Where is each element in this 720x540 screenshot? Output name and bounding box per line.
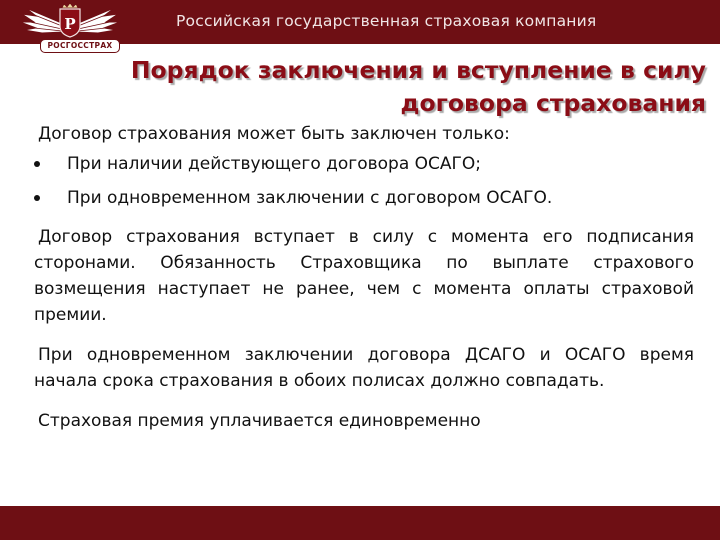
slide-title-line1: Порядок заключения и вступление в силу	[130, 56, 706, 84]
svg-text:Р: Р	[64, 15, 76, 33]
list-item-text: При одновременном заключении с договором ОСАГО.	[67, 188, 553, 208]
conditions-list	[34, 152, 694, 210]
list-item-text: При наличии действующего договора ОСАГО;	[67, 154, 482, 174]
paragraph-premium: Страховая премия уплачивается единовременно	[38, 411, 481, 431]
slide-content	[34, 122, 694, 434]
list-item	[34, 152, 694, 176]
slide-title-line2: договора страхования	[400, 89, 706, 117]
paragraph-simultaneous: При одновременном заключении договора ДСАГО и ОСАГО время начала срока страхования в обоих полисах должно совпадать.	[34, 345, 694, 391]
list-item	[34, 186, 694, 210]
slide-title	[106, 54, 706, 120]
company-name: Российская государственная страховая компания	[176, 12, 597, 30]
bullet-icon	[34, 195, 40, 201]
logo-wordmark: РОСГОССТРАХ	[40, 39, 120, 53]
footer-bar	[0, 506, 720, 540]
paragraph-effective-date: Договор страхования вступает в силу с момента его подписания сторонами. Обязанность Страховщика по выплате страхового возмещения наступает не ранее, чем с момента оплаты страховой премии.	[34, 227, 694, 325]
bullet-icon	[34, 161, 40, 167]
intro-text: Договор страхования может быть заключен только:	[38, 124, 510, 144]
rosgosstrakh-logo	[6, 2, 134, 52]
